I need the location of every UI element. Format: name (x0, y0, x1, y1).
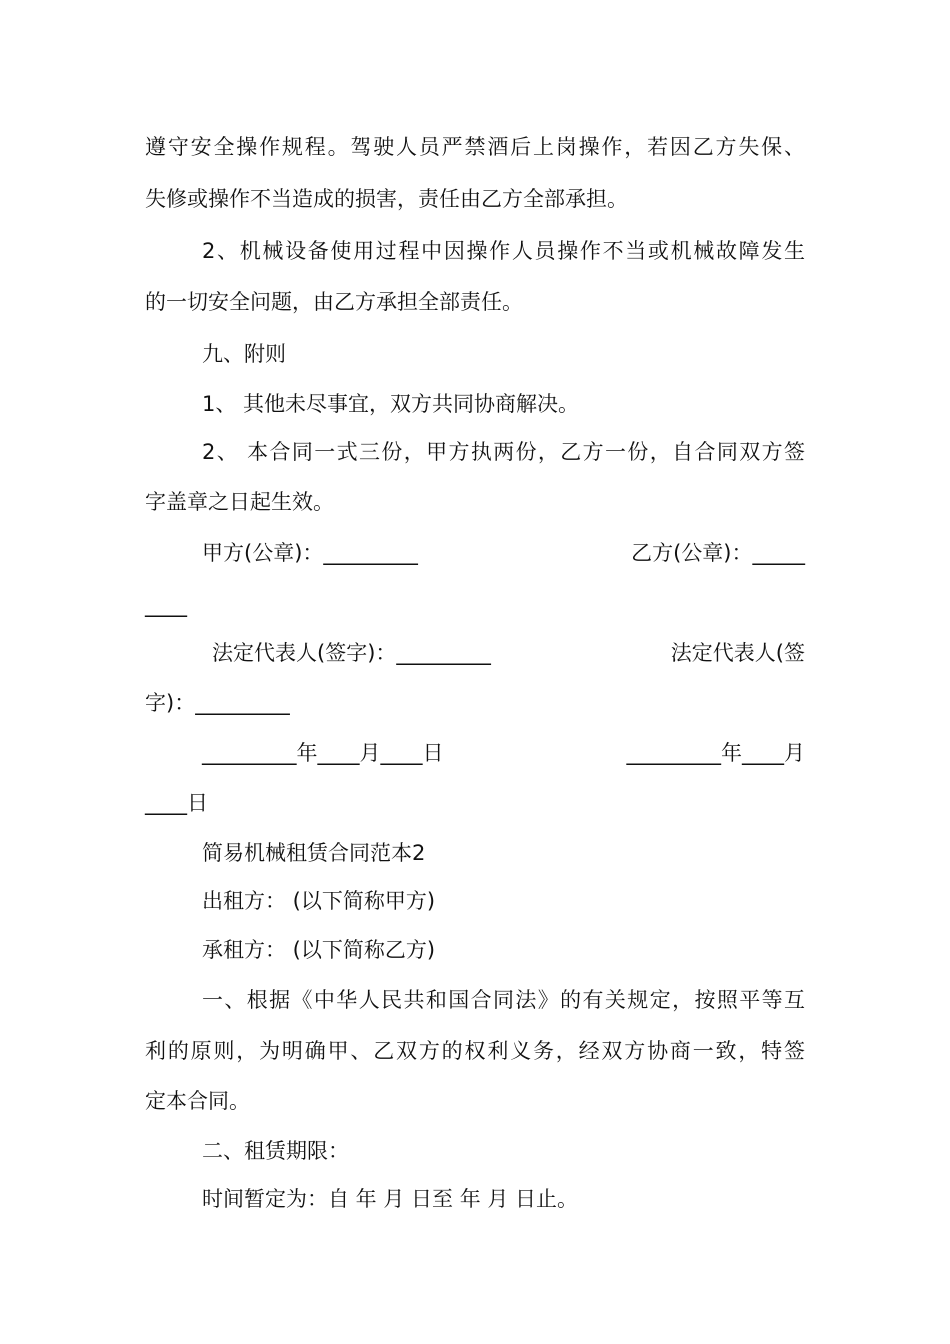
paragraph-line: 字盖章之日起生效。 (145, 490, 334, 514)
section-heading: 九、附则 (202, 342, 286, 366)
paragraph-line: ____日 (145, 791, 208, 815)
paragraph-line: 字)：_________ (145, 691, 290, 715)
paragraph-line: 失修或操作不当造成的损害，责任由乙方全部承担。 (145, 187, 628, 211)
paragraph-line: 的一切安全问题，由乙方承担全部责任。 (145, 290, 523, 314)
document-title: 简易机械租赁合同范本2 (202, 841, 426, 865)
paragraph-line: 2、 本合同一式三份，甲方执两份，乙方一份，自合同双方签 (202, 440, 805, 464)
section-heading: 二、租赁期限： (202, 1139, 349, 1163)
party-a-date-field: _________年____月____日 (202, 741, 444, 765)
paragraph-line: 定本合同。 (145, 1089, 250, 1113)
paragraph-line: 1、 其他未尽事宜，双方共同协商解决。 (202, 392, 580, 416)
lessor-line: 出租方： (以下简称甲方) (202, 889, 436, 913)
lessee-line: 承租方： (以下简称乙方) (202, 938, 436, 962)
paragraph-line: 2、机械设备使用过程中因操作人员操作不当或机械故障发生 (202, 239, 805, 263)
party-b-seal-field: 乙方(公章)：_____ (631, 541, 805, 565)
party-b-date-field: _________年____月 (626, 741, 805, 765)
party-b-representative-field: 法定代表人(签 (670, 641, 805, 665)
party-a-representative-field: 法定代表人(签字)：_________ (212, 641, 491, 665)
paragraph-line: 一、根据《中华人民共和国合同法》的有关规定，按照平等互 (202, 988, 805, 1012)
paragraph-line: ____ (145, 593, 187, 617)
paragraph-line: 时间暂定为：自 年 月 日至 年 月 日止。 (202, 1187, 579, 1211)
paragraph-line: 遵守安全操作规程。驾驶人员严禁酒后上岗操作，若因乙方失保、 (145, 135, 805, 159)
paragraph-line: 利的原则，为明确甲、乙双方的权利义务，经双方协商一致，特签 (145, 1039, 805, 1063)
party-a-seal-field: 甲方(公章)：_________ (202, 541, 418, 565)
